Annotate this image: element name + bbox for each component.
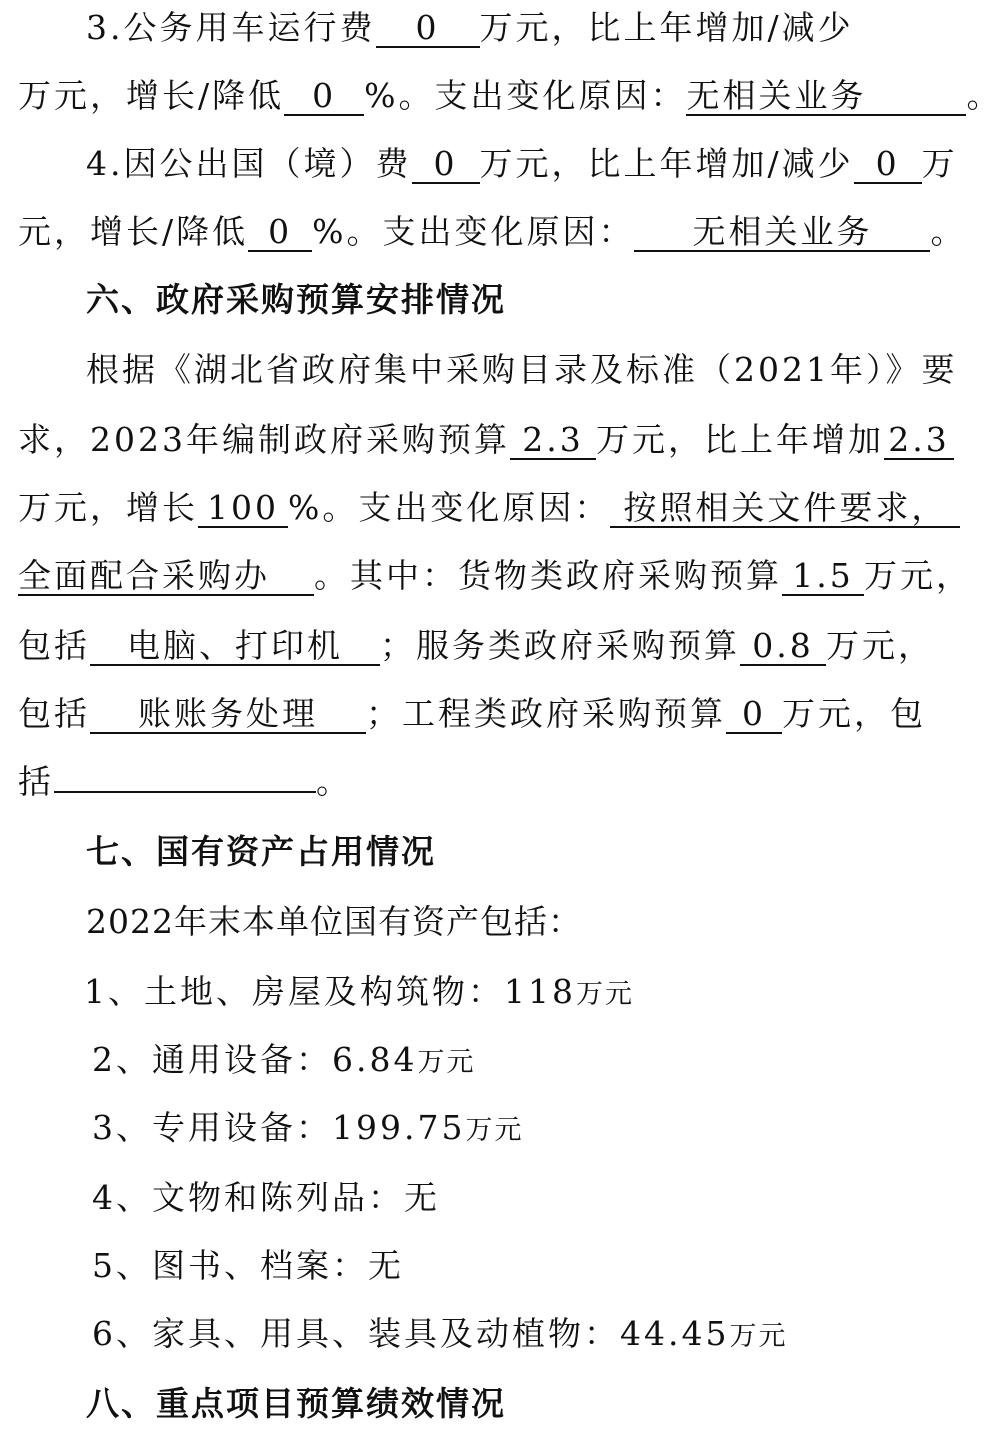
asset-item [92, 1312, 787, 1359]
asset-item [84, 970, 634, 1017]
asset-value: 118 [504, 972, 576, 1011]
asset-item [92, 1176, 440, 1223]
text: 万元，比上年增加 [595, 420, 884, 459]
blank-value: 0 [248, 214, 312, 252]
section-6-heading: 六、政府采购预算安排情况 [86, 280, 506, 319]
sec6-line1: 根据《湖北省政府集中采购目录及标准（2021年）》要 [86, 350, 958, 389]
text: 3.公务用车运行费 [86, 8, 376, 47]
sec6-line3 [18, 486, 960, 530]
blank-value: 0 [726, 696, 782, 734]
blank-value: 0 [854, 146, 922, 184]
asset-unit: 万元 [417, 1047, 476, 1078]
asset-item [92, 1244, 404, 1291]
para4-line2 [18, 210, 966, 254]
text: 求，2023年编制政府采购预算 [18, 420, 510, 459]
para3-line2 [18, 74, 1002, 118]
para3-line1 [86, 6, 854, 50]
blank-value: 0 [376, 10, 480, 48]
blank-empty [54, 791, 316, 793]
blank-items: 账账务处理 [90, 696, 366, 734]
asset-value: 199.75 [332, 1108, 466, 1147]
blank-value: 100 [198, 490, 288, 528]
blank-reason: 按照相关文件要求， [610, 490, 960, 528]
blank-reason: 无相关业务 [634, 214, 930, 252]
asset-label: 6、家具、用具、装具及动植物： [92, 1314, 620, 1353]
asset-label: 4、文物和陈列品： [92, 1178, 404, 1217]
blank-value: 2.3 [884, 422, 954, 460]
asset-label: 2、通用设备： [92, 1040, 332, 1079]
text: ；服务类政府采购预算 [380, 626, 740, 665]
text: 万元，增长 [18, 488, 198, 527]
asset-label: 3、专用设备： [92, 1108, 332, 1147]
section-7-heading: 七、国有资产占用情况 [86, 832, 436, 871]
blank-items: 电脑、打印机 [90, 628, 380, 666]
blank-value: 0 [412, 146, 480, 184]
blank-value: 0.8 [740, 628, 826, 666]
text: 万元， [864, 556, 972, 595]
text: 万元，比上年增加/减少 [479, 8, 854, 47]
text: 。 [966, 76, 1002, 115]
asset-value: 无 [368, 1246, 404, 1285]
text: 包括 [18, 626, 90, 665]
asset-unit: 万元 [465, 1115, 524, 1146]
text: 万元，增长/降低 [18, 76, 285, 115]
asset-value: 6.84 [332, 1040, 418, 1079]
asset-label: 5、图书、档案： [92, 1246, 368, 1285]
blank-reason: 无相关业务 [686, 78, 966, 116]
sec6-line4 [18, 554, 972, 598]
blank-value: 0 [284, 78, 364, 116]
text: 万元， [826, 626, 934, 665]
text: %。支出变化原因： [312, 212, 635, 251]
text: 包括 [18, 694, 90, 733]
sec6-line6 [18, 692, 926, 736]
text: 元，增长/降低 [18, 212, 249, 251]
blank-value: 1.5 [782, 558, 864, 596]
asset-value: 44.45 [620, 1314, 730, 1353]
text: 万 [921, 144, 958, 183]
text: 万元，包 [782, 694, 926, 733]
text: 括 [18, 762, 54, 801]
text: %。支出变化原因： [364, 76, 687, 115]
asset-unit: 万元 [576, 979, 634, 1010]
sec6-line2 [18, 418, 954, 462]
asset-unit: 万元 [729, 1321, 788, 1352]
text: 万元，比上年增加/减少 [479, 144, 854, 183]
text: 。 [316, 762, 352, 801]
para4-line1 [86, 142, 958, 186]
section-8-heading: 八、重点项目预算绩效情况 [86, 1384, 506, 1423]
text: %。支出变化原因： [288, 488, 611, 527]
asset-value: 无 [404, 1178, 440, 1217]
blank-value: 2.3 [510, 422, 596, 460]
asset-item [92, 1106, 523, 1153]
text: 4.因公出国（境）费 [86, 144, 412, 183]
sec6-line7 [18, 760, 352, 804]
sec7-intro: 2022年末本单位国有资产包括： [86, 902, 582, 941]
blank-reason: 全面配合采购办 [18, 558, 314, 596]
text: ；工程类政府采购预算 [366, 694, 726, 733]
sec6-line5 [18, 624, 934, 668]
text: 。 [930, 212, 967, 251]
text: 。其中：货物类政府采购预算 [314, 556, 782, 595]
asset-item [92, 1038, 475, 1085]
asset-label: 1、土地、房屋及构筑物： [84, 972, 504, 1011]
